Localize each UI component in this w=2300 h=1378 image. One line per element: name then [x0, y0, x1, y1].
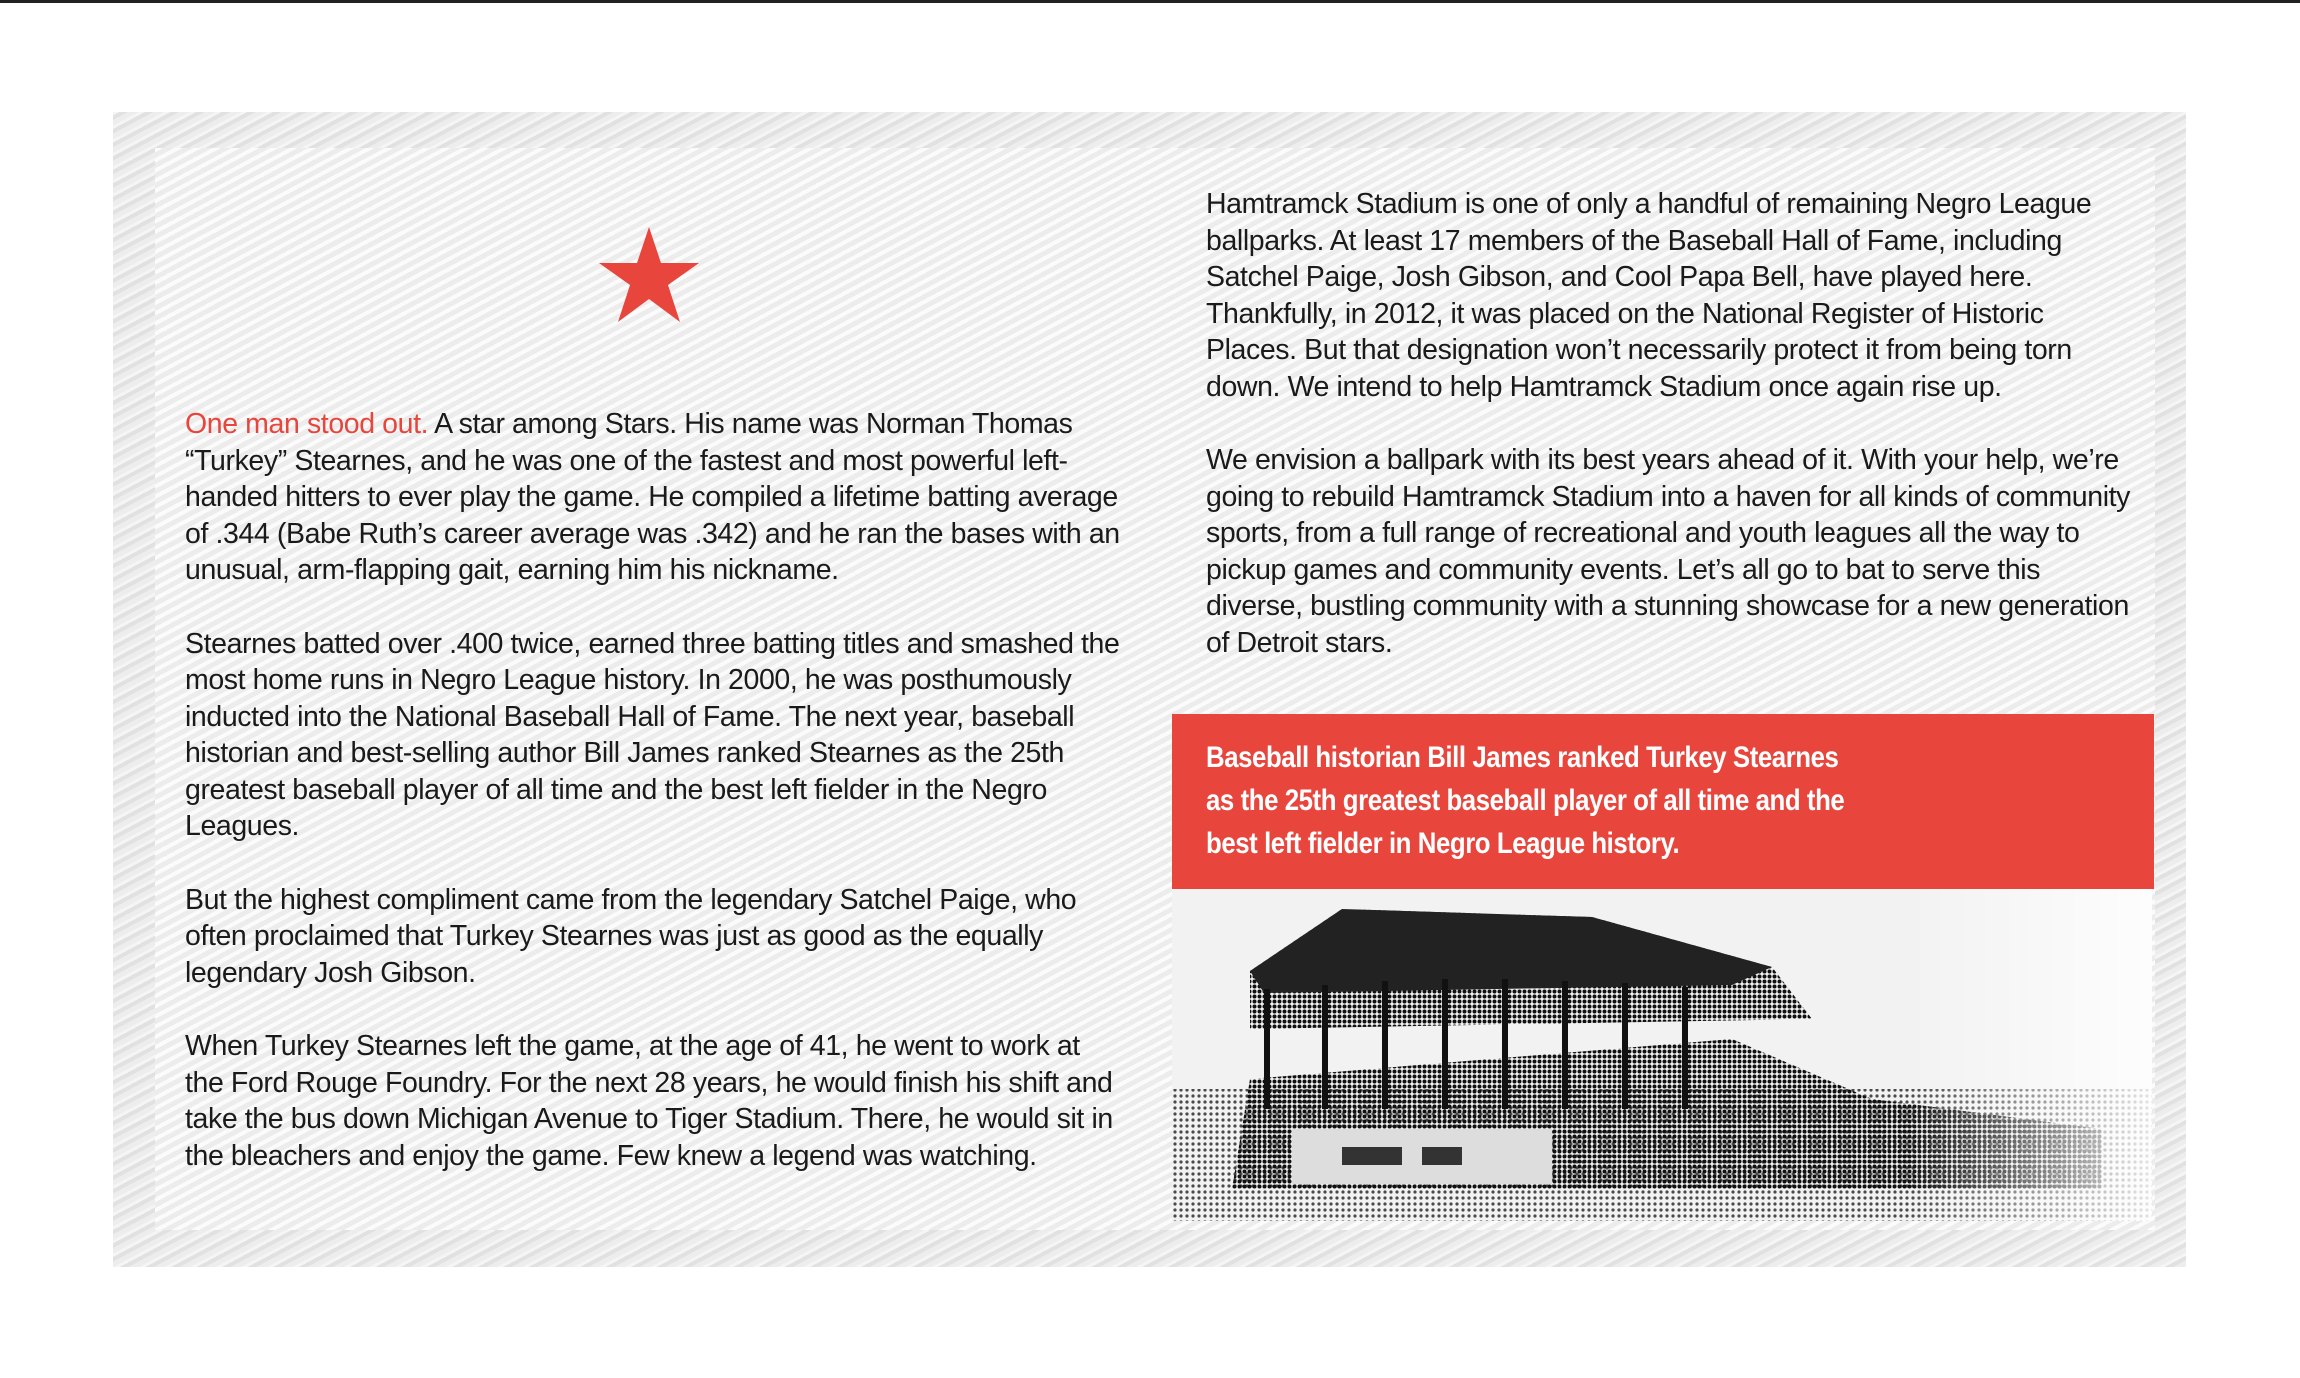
paragraph-text: A star among Stars. His name was Norman Thomas “Turkey” Stearnes, and he was one of the fastest and most powerful left-handed hitters to ever play the game. He compiled a lifetime batting average of .344 (Babe Ruth’s career average was .342) and he ran the bases with an unusual, arm-flapping gait, earning him his nickname. [185, 408, 1120, 586]
star-icon [597, 225, 701, 325]
left-text-column [185, 406, 1125, 1211]
paragraph-one-man-stood-out [185, 406, 1125, 589]
paragraph-stearnes-batted: Stearnes batted over .400 twice, earned three batting titles and smashed the most home runs in Negro League history. In 2000, he was posthumously inducted into the National Baseball Hall of Fame. The next year, baseball historian and best-selling author Bill James ranked Stearnes as the 25th greatest baseball player of all time and the best left fielder in the Negro Leagues. [185, 627, 1120, 842]
pull-quote-text [1206, 736, 1980, 865]
paragraph-we-envision: We envision a ballpark with its best years ahead of it. With your help, we’re going to rebuild Hamtramck Stadium into a haven for all kinds of community sports, from a full range of recreational and youth leagues all the way to pickup games and community events. Let’s all go to bat to serve this diverse, bustling community with a stunning showcase for a new generation of Detroit stars. [1206, 444, 2131, 659]
paragraph-hamtramck-stadium: Hamtramck Stadium is one of only a handful of remaining Negro League ballparks. At least 17 members of the Baseball Hall of Fame, including Satchel Paige, Josh Gibson, and Cool Papa Bell, have played here. Thankfully, in 2012, it was placed on the National Register of Historic Places. But that designation won’t necessarily protect it from being torn down. We intend to help Hamtramck Stadium once again rise up. [1206, 188, 2092, 403]
pull-quote-callout [1172, 714, 2154, 889]
top-border-line [0, 0, 2300, 3]
right-text-column [1206, 186, 2131, 698]
lead-phrase: One man stood out. [185, 408, 429, 440]
pull-quote-line: Baseball historian Bill James ranked Turkey Stearnes [1206, 741, 1839, 774]
pull-quote-line: as the 25th greatest baseball player of all time and the [1206, 784, 1845, 817]
pull-quote-line: best left fielder in Negro League history. [1206, 827, 1680, 860]
paragraph-highest-compliment: But the highest compliment came from the legendary Satchel Paige, who often proclaimed that Turkey Stearnes was just as good as the equally legendary Josh Gibson. [185, 883, 1077, 989]
stadium-grandstand-photo [1172, 889, 2152, 1221]
paragraph-left-the-game: When Turkey Stearnes left the game, at the age of 41, he went to work at the Ford Rouge Foundry. For the next 28 years, he would finish his shift and take the bus down Michigan Avenue to Tiger Stadium. There, he would sit in the bleachers and enjoy the game. Few knew a legend was watching. [185, 1030, 1113, 1172]
